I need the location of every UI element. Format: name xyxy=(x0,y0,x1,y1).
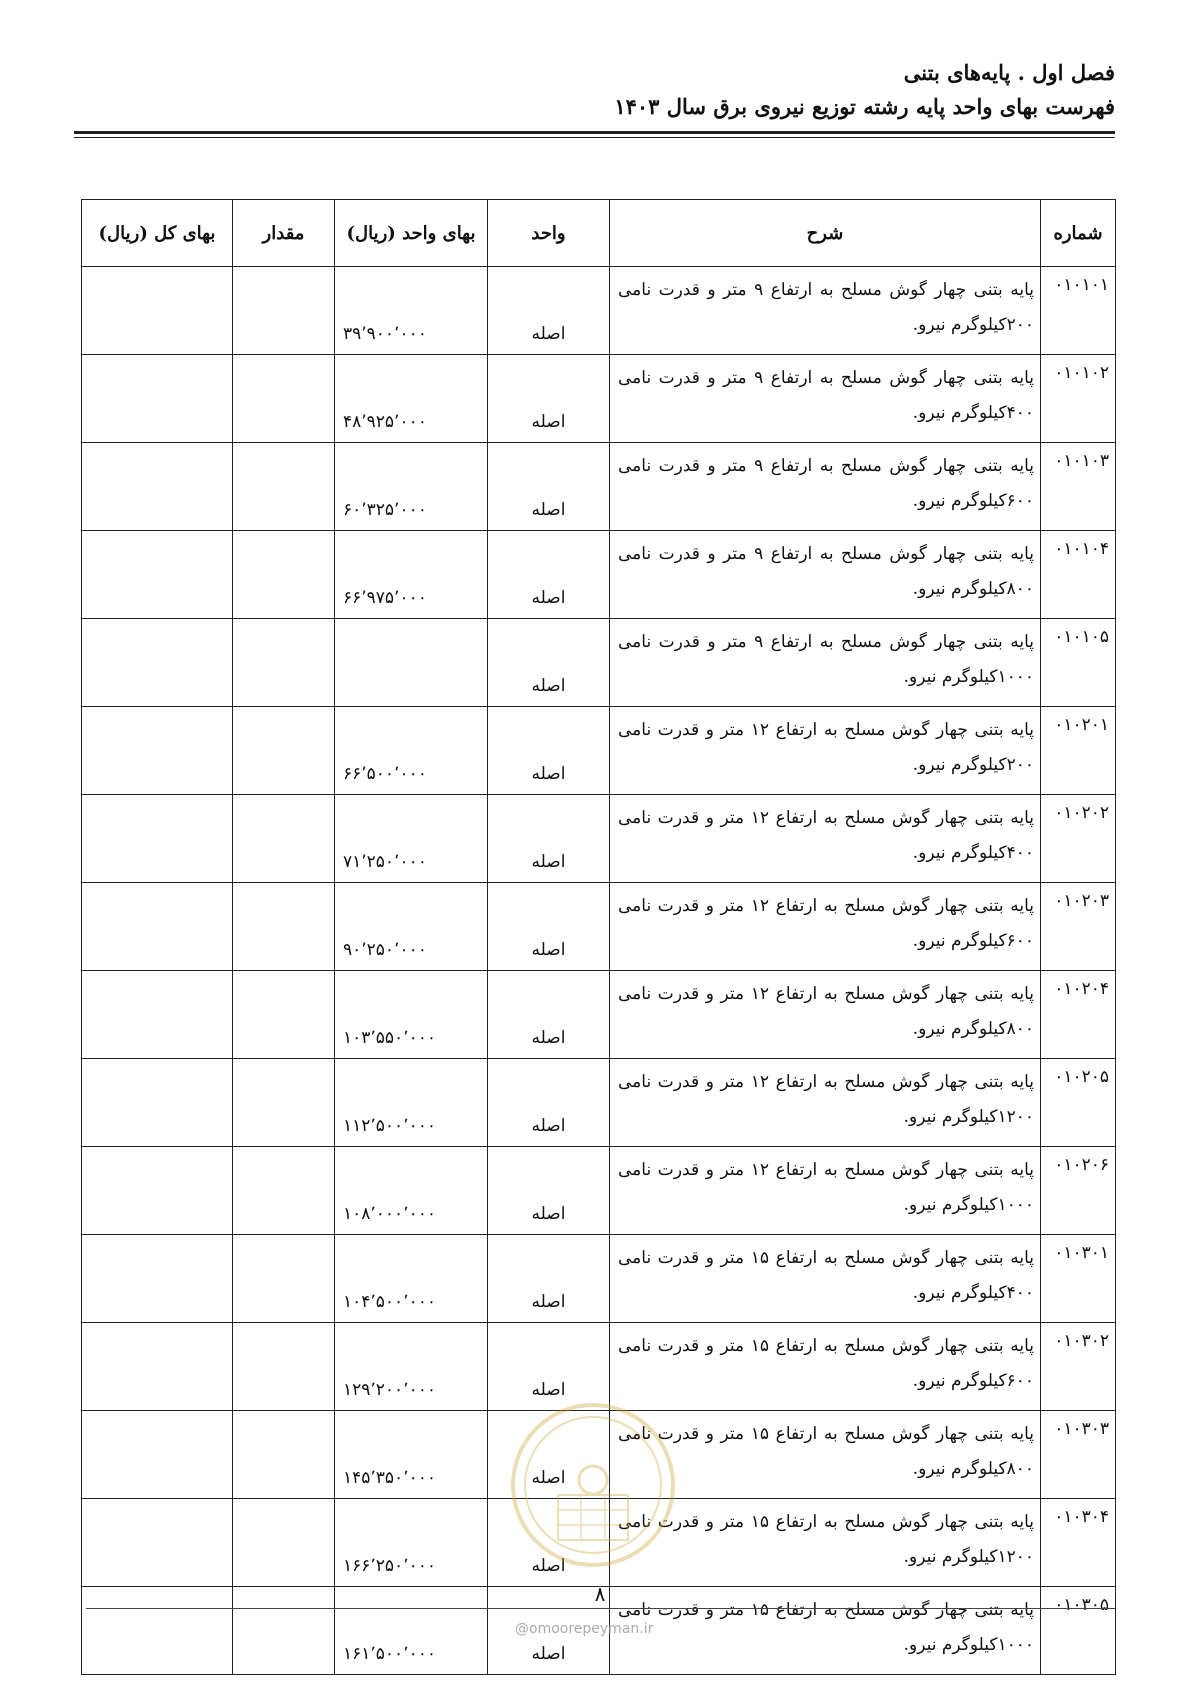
table-row xyxy=(82,619,1116,707)
col-header-unit: واحد xyxy=(488,200,610,267)
item-unit: اصله xyxy=(488,1411,610,1499)
item-total-price xyxy=(82,619,233,707)
table-row xyxy=(82,443,1116,531)
item-quantity xyxy=(233,267,335,355)
table-header-row xyxy=(82,200,1116,267)
item-quantity xyxy=(233,1235,335,1323)
item-code: ۰۱۰۲۰۱ xyxy=(1041,707,1116,795)
item-quantity xyxy=(233,1499,335,1587)
item-unit: اصله xyxy=(488,1587,610,1675)
item-quantity xyxy=(233,1411,335,1499)
table-row xyxy=(82,267,1116,355)
item-unit: اصله xyxy=(488,795,610,883)
item-unit: اصله xyxy=(488,1323,610,1411)
item-total-price xyxy=(82,1147,233,1235)
item-unit: اصله xyxy=(488,1235,610,1323)
table-row xyxy=(82,1059,1116,1147)
item-code: ۰۱۰۱۰۳ xyxy=(1041,443,1116,531)
item-quantity xyxy=(233,1323,335,1411)
item-description: پایه بتنی چهار گوش مسلح به ارتفاع ۹ متر و قدرت نامی ۸۰۰کیلوگرم نیرو. xyxy=(610,531,1041,619)
item-quantity xyxy=(233,355,335,443)
item-total-price xyxy=(82,1323,233,1411)
item-total-price xyxy=(82,795,233,883)
item-unit: اصله xyxy=(488,1059,610,1147)
item-unit-price: ۴۸٬۹۲۵٬۰۰۰ xyxy=(335,355,488,443)
item-unit-price: ۱۶۶٬۲۵۰٬۰۰۰ xyxy=(335,1499,488,1587)
page-header xyxy=(614,58,1115,122)
item-total-price xyxy=(82,1499,233,1587)
item-code: ۰۱۰۳۰۲ xyxy=(1041,1323,1116,1411)
table-row xyxy=(82,883,1116,971)
item-total-price xyxy=(82,267,233,355)
item-unit-price: ۷۱٬۲۵۰٬۰۰۰ xyxy=(335,795,488,883)
item-total-price xyxy=(82,1059,233,1147)
table-row xyxy=(82,1323,1116,1411)
item-description: پایه بتنی چهار گوش مسلح به ارتفاع ۱۲ متر و قدرت نامی ۶۰۰کیلوگرم نیرو. xyxy=(610,883,1041,971)
item-unit-price: ۱۰۳٬۵۵۰٬۰۰۰ xyxy=(335,971,488,1059)
item-unit-price: ۱۲۹٬۲۰۰٬۰۰۰ xyxy=(335,1323,488,1411)
item-unit: اصله xyxy=(488,883,610,971)
item-quantity xyxy=(233,1059,335,1147)
item-description: پایه بتنی چهار گوش مسلح به ارتفاع ۱۲ متر و قدرت نامی ۲۰۰کیلوگرم نیرو. xyxy=(610,707,1041,795)
item-unit: اصله xyxy=(488,531,610,619)
item-total-price xyxy=(82,355,233,443)
item-unit-price: ۱۱۲٬۵۰۰٬۰۰۰ xyxy=(335,1059,488,1147)
item-description: پایه بتنی چهار گوش مسلح به ارتفاع ۱۲ متر و قدرت نامی ۸۰۰کیلوگرم نیرو. xyxy=(610,971,1041,1059)
item-unit-price: ۱۰۸٬۰۰۰٬۰۰۰ xyxy=(335,1147,488,1235)
item-code: ۰۱۰۱۰۵ xyxy=(1041,619,1116,707)
table-row xyxy=(82,355,1116,443)
item-description: پایه بتنی چهار گوش مسلح به ارتفاع ۱۵ متر و قدرت نامی ۱۲۰۰کیلوگرم نیرو. xyxy=(610,1499,1041,1587)
item-quantity xyxy=(233,795,335,883)
item-unit: اصله xyxy=(488,707,610,795)
item-total-price xyxy=(82,1235,233,1323)
item-unit: اصله xyxy=(488,619,610,707)
item-code: ۰۱۰۳۰۱ xyxy=(1041,1235,1116,1323)
item-total-price xyxy=(82,707,233,795)
item-total-price xyxy=(82,443,233,531)
table-row xyxy=(82,1147,1116,1235)
item-unit: اصله xyxy=(488,267,610,355)
item-unit: اصله xyxy=(488,355,610,443)
item-description: پایه بتنی چهار گوش مسلح به ارتفاع ۱۵ متر و قدرت نامی ۶۰۰کیلوگرم نیرو. xyxy=(610,1323,1041,1411)
item-description: پایه بتنی چهار گوش مسلح به ارتفاع ۹ متر و قدرت نامی ۴۰۰کیلوگرم نیرو. xyxy=(610,355,1041,443)
item-code: ۰۱۰۱۰۱ xyxy=(1041,267,1116,355)
item-description: پایه بتنی چهار گوش مسلح به ارتفاع ۱۲ متر و قدرت نامی ۴۰۰کیلوگرم نیرو. xyxy=(610,795,1041,883)
item-unit: اصله xyxy=(488,1499,610,1587)
table-row xyxy=(82,795,1116,883)
item-unit-price: ۶۰٬۳۲۵٬۰۰۰ xyxy=(335,443,488,531)
item-unit: اصله xyxy=(488,1147,610,1235)
website-watermark: @omoorepeyman.ir xyxy=(515,1621,654,1637)
item-code: ۰۱۰۳۰۵ xyxy=(1041,1587,1116,1675)
item-description: پایه بتنی چهار گوش مسلح به ارتفاع ۹ متر و قدرت نامی ۱۰۰۰کیلوگرم نیرو. xyxy=(610,619,1041,707)
item-description: پایه بتنی چهار گوش مسلح به ارتفاع ۹ متر و قدرت نامی ۲۰۰کیلوگرم نیرو. xyxy=(610,267,1041,355)
item-quantity xyxy=(233,443,335,531)
item-code: ۰۱۰۳۰۴ xyxy=(1041,1499,1116,1587)
item-unit-price: ۶۶٬۹۷۵٬۰۰۰ xyxy=(335,531,488,619)
document-title: فهرست بهای واحد پایه رشته توزیع نیروی برق سال ۱۴۰۳ xyxy=(614,94,1115,119)
item-code: ۰۱۰۲۰۲ xyxy=(1041,795,1116,883)
table-row xyxy=(82,707,1116,795)
item-unit-price: ۱۶۱٬۵۰۰٬۰۰۰ xyxy=(335,1587,488,1675)
item-code: ۰۱۰۲۰۶ xyxy=(1041,1147,1116,1235)
footer-rule xyxy=(86,1608,1115,1609)
page-number: ۸ xyxy=(594,1582,606,1606)
item-unit-price: ۶۶٬۵۰۰٬۰۰۰ xyxy=(335,707,488,795)
item-description: پایه بتنی چهار گوش مسلح به ارتفاع ۱۲ متر و قدرت نامی ۱۰۰۰کیلوگرم نیرو. xyxy=(610,1147,1041,1235)
item-unit-price xyxy=(335,619,488,707)
item-unit-price: ۱۰۴٬۵۰۰٬۰۰۰ xyxy=(335,1235,488,1323)
item-total-price xyxy=(82,531,233,619)
item-unit: اصله xyxy=(488,443,610,531)
item-code: ۰۱۰۲۰۴ xyxy=(1041,971,1116,1059)
item-total-price xyxy=(82,971,233,1059)
item-description: پایه بتنی چهار گوش مسلح به ارتفاع ۱۵ متر و قدرت نامی ۴۰۰کیلوگرم نیرو. xyxy=(610,1235,1041,1323)
table-row xyxy=(82,1235,1116,1323)
item-quantity xyxy=(233,619,335,707)
item-code: ۰۱۰۱۰۴ xyxy=(1041,531,1116,619)
item-unit-price: ۹۰٬۲۵۰٬۰۰۰ xyxy=(335,883,488,971)
item-total-price xyxy=(82,1587,233,1675)
item-quantity xyxy=(233,1147,335,1235)
item-description: پایه بتنی چهار گوش مسلح به ارتفاع ۱۲ متر و قدرت نامی ۱۲۰۰کیلوگرم نیرو. xyxy=(610,1059,1041,1147)
col-header-unit-price: بهای واحد (ریال) xyxy=(335,200,488,267)
col-header-description: شرح xyxy=(610,200,1041,267)
table-row xyxy=(82,971,1116,1059)
item-description: پایه بتنی چهار گوش مسلح به ارتفاع ۹ متر و قدرت نامی ۶۰۰کیلوگرم نیرو. xyxy=(610,443,1041,531)
item-quantity xyxy=(233,883,335,971)
item-description: پایه بتنی چهار گوش مسلح به ارتفاع ۱۵ متر و قدرت نامی ۱۰۰۰کیلوگرم نیرو. xyxy=(610,1587,1041,1675)
item-code: ۰۱۰۳۰۳ xyxy=(1041,1411,1116,1499)
item-description: پایه بتنی چهار گوش مسلح به ارتفاع ۱۵ متر و قدرت نامی ۸۰۰کیلوگرم نیرو. xyxy=(610,1411,1041,1499)
item-quantity xyxy=(233,971,335,1059)
table-row xyxy=(82,531,1116,619)
item-quantity xyxy=(233,531,335,619)
item-code: ۰۱۰۲۰۳ xyxy=(1041,883,1116,971)
col-header-total-price: بهای کل (ریال) xyxy=(82,200,233,267)
header-rule-thin xyxy=(74,137,1115,138)
item-unit-price: ۱۴۵٬۳۵۰٬۰۰۰ xyxy=(335,1411,488,1499)
item-unit: اصله xyxy=(488,971,610,1059)
col-header-quantity: مقدار xyxy=(233,200,335,267)
item-quantity xyxy=(233,707,335,795)
item-total-price xyxy=(82,883,233,971)
item-unit-price: ۳۹٬۹۰۰٬۰۰۰ xyxy=(335,267,488,355)
col-header-code: شماره xyxy=(1041,200,1116,267)
item-code: ۰۱۰۱۰۲ xyxy=(1041,355,1116,443)
watermark-logo xyxy=(508,1400,678,1570)
item-code: ۰۱۰۲۰۵ xyxy=(1041,1059,1116,1147)
item-quantity xyxy=(233,1587,335,1675)
header-rule-thick xyxy=(74,131,1115,134)
chapter-title: فصل اول . پایه‌های بتنی xyxy=(903,60,1115,85)
item-total-price xyxy=(82,1411,233,1499)
